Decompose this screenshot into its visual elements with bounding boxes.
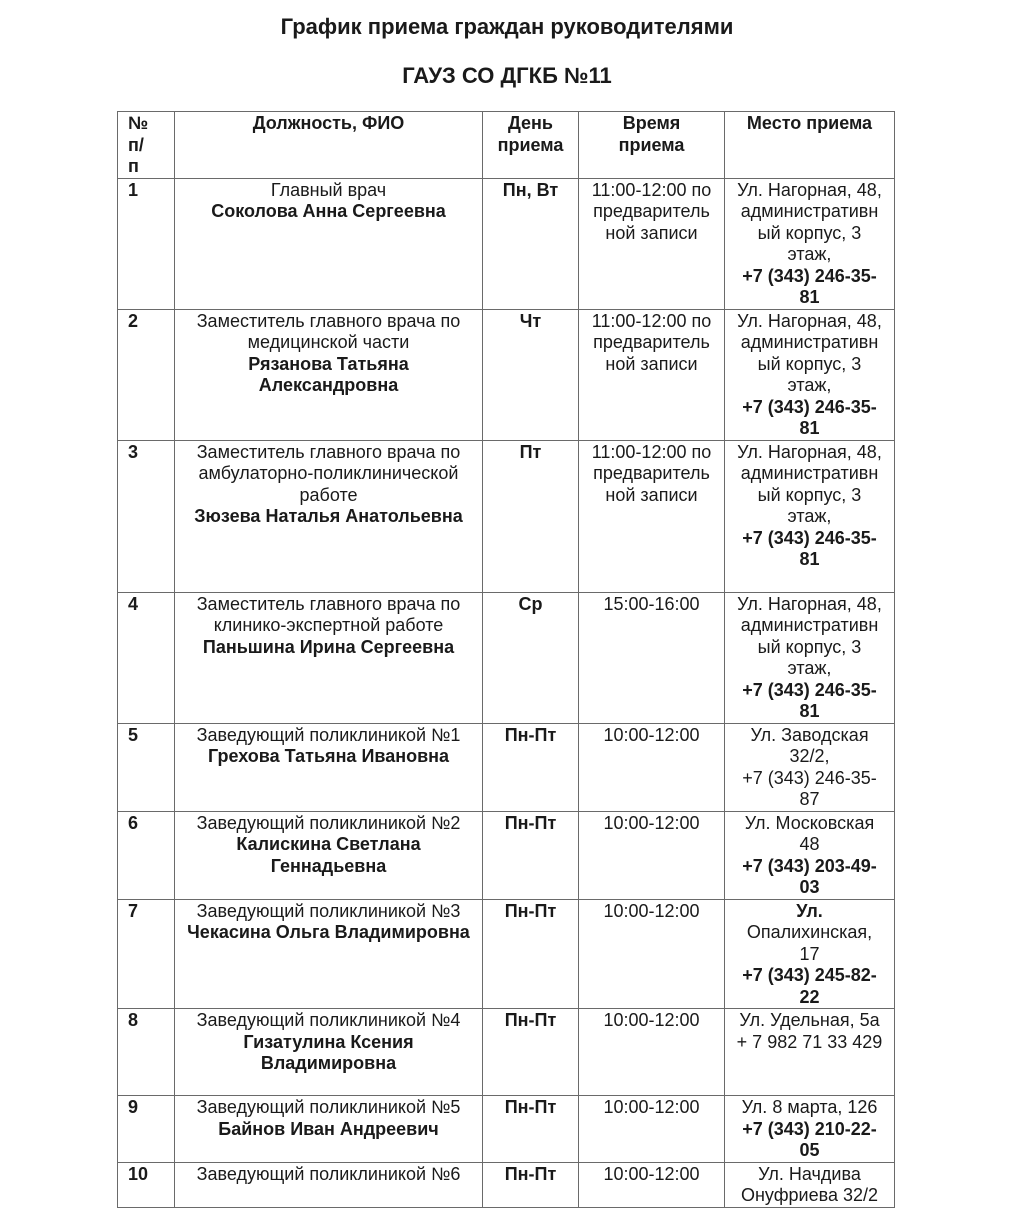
reception-place-cell — [725, 899, 895, 1009]
address-line: + 7 982 71 33 429 — [736, 1031, 883, 1052]
reception-time-cell — [579, 1096, 725, 1163]
row-number: 8 — [118, 1009, 175, 1096]
reception-place-cell — [725, 811, 895, 899]
reception-time-cell — [579, 723, 725, 811]
person-name-line: Паньшина Ирина Сергеевна — [202, 636, 455, 657]
address-line: +7 (343) 246-35- — [742, 767, 877, 788]
reception-time-line: предваритель — [593, 463, 710, 483]
reception-time-line: 10:00-12:00 — [603, 724, 700, 745]
reception-place-cell — [725, 440, 895, 592]
phone-line: +7 (343) 210-22- — [742, 1118, 877, 1139]
row-number: 3 — [118, 440, 175, 592]
address-line: ый корпус, 3 — [757, 636, 862, 657]
address-line: административн — [740, 615, 879, 635]
row-number: 2 — [118, 309, 175, 440]
person-name-line: Гизатулина Ксения — [243, 1031, 414, 1052]
reception-day: Ср — [483, 592, 579, 723]
person-name-line: Александровна — [258, 375, 399, 395]
header-num-line: № — [128, 113, 149, 133]
reception-time-line: 11:00-12:00 по — [591, 441, 712, 462]
reception-day: Пн-Пт — [483, 1009, 579, 1096]
row-number: 9 — [118, 1096, 175, 1163]
reception-time-line: предваритель — [593, 201, 710, 221]
phone-line: 05 — [799, 1140, 820, 1160]
table-row — [118, 899, 895, 1009]
address-line: ый корпус, 3 — [757, 353, 862, 374]
address-line: Ул. Нагорная, 48, — [737, 593, 882, 614]
reception-time-line: 10:00-12:00 — [603, 1097, 700, 1117]
reception-time-line: 10:00-12:00 — [603, 1010, 700, 1030]
reception-time-cell — [579, 440, 725, 592]
position-line: медицинской части — [247, 332, 410, 352]
reception-time-line: 11:00-12:00 по — [591, 179, 712, 200]
row-number: 7 — [118, 899, 175, 1009]
address-line: этаж, — [787, 506, 832, 526]
address-line: ый корпус, 3 — [757, 222, 862, 243]
phone-line: +7 (343) 246-35- — [742, 679, 877, 700]
header-day — [483, 112, 579, 179]
address-line: Ул. Московская — [744, 812, 875, 833]
position-line: Заместитель главного врача по — [196, 441, 461, 462]
reception-time-cell — [579, 592, 725, 723]
reception-place-cell — [725, 309, 895, 440]
position-name-cell — [175, 178, 483, 309]
position-line: клинико-экспертной работе — [213, 615, 444, 635]
reception-time-line: 10:00-12:00 — [603, 812, 700, 833]
address-line: 48 — [799, 834, 820, 854]
position-line: Главный врач — [270, 179, 387, 200]
reception-time-cell — [579, 1009, 725, 1096]
reception-time-line: 10:00-12:00 — [603, 900, 700, 921]
reception-time-line: 15:00-16:00 — [603, 593, 700, 614]
address-line: административн — [740, 463, 879, 483]
phone-line: +7 (343) 246-35- — [742, 396, 877, 417]
table-row — [118, 592, 895, 723]
address-line: Онуфриева 32/2 — [740, 1185, 879, 1205]
reception-time-line: 11:00-12:00 по — [591, 310, 712, 331]
address-line: административн — [740, 332, 879, 352]
row-number: 5 — [118, 723, 175, 811]
table-row — [118, 1096, 895, 1163]
address-line: Опалихинская, — [746, 922, 873, 942]
address-line: этаж, — [787, 658, 832, 678]
schedule-table-body — [118, 112, 895, 1208]
phone-line: +7 (343) 246-35- — [742, 265, 877, 286]
address-line: Ул. Нагорная, 48, — [737, 441, 882, 462]
row-number: 4 — [118, 592, 175, 723]
address-line: 17 — [799, 943, 820, 964]
phone-line: +7 (343) 246-35- — [742, 527, 877, 548]
reception-time-cell — [579, 811, 725, 899]
reception-time-line: ной записи — [605, 484, 698, 505]
header-time — [579, 112, 725, 179]
reception-time-line: 10:00-12:00 — [603, 1163, 700, 1184]
phone-line: +7 (343) 203-49- — [742, 855, 877, 876]
address-line: 32/2, — [789, 746, 830, 766]
person-name-line: Грехова Татьяна Ивановна — [207, 746, 450, 766]
document-title: График приема граждан руководителями — [280, 14, 734, 39]
address-line: Ул. Нагорная, 48, — [737, 179, 882, 200]
reception-day: Пн, Вт — [483, 178, 579, 309]
person-name-line: Калискина Светлана — [236, 834, 421, 854]
reception-day: Пн-Пт — [483, 723, 579, 811]
reception-time-line: ной записи — [605, 353, 698, 374]
address-line: этаж, — [787, 375, 832, 395]
reception-time-cell — [579, 309, 725, 440]
position-name-cell — [175, 1009, 483, 1096]
reception-day: Пн-Пт — [483, 1162, 579, 1207]
reception-time-cell — [579, 1162, 725, 1207]
reception-day: Пн-Пт — [483, 899, 579, 1009]
reception-place-cell — [725, 1162, 895, 1207]
position-line: Заведующий поликлиникой №1 — [196, 724, 461, 745]
position-line: Заведующий поликлиникой №6 — [196, 1163, 461, 1184]
person-name-line: Зюзева Наталья Анатольевна — [194, 506, 463, 526]
reception-place-cell — [725, 1096, 895, 1163]
position-line: Заведующий поликлиникой №3 — [196, 900, 461, 921]
header-num-line: п — [128, 156, 139, 176]
person-name-line: Геннадьевна — [270, 855, 387, 876]
phone-line: +7 (343) 245-82- — [742, 965, 877, 985]
person-name-line: Рязанова Татьяна — [248, 353, 409, 374]
person-name-line: Соколова Анна Сергеевна — [211, 201, 446, 221]
address-line: Ул. Заводская — [750, 724, 869, 745]
reception-place-cell — [725, 1009, 895, 1096]
header-time-line: Время — [622, 113, 681, 133]
schedule-table — [117, 111, 895, 1208]
row-number: 1 — [118, 178, 175, 309]
position-name-cell — [175, 1162, 483, 1207]
reception-day: Пт — [483, 440, 579, 592]
position-line: Заведующий поликлиникой №5 — [196, 1097, 461, 1117]
table-row — [118, 309, 895, 440]
row-number: 10 — [118, 1162, 175, 1207]
address-line: Ул. Начдива — [758, 1163, 861, 1184]
position-name-cell — [175, 592, 483, 723]
position-name-cell — [175, 723, 483, 811]
header-num-line: п/ — [128, 134, 144, 155]
table-row — [118, 811, 895, 899]
header-time-line: приема — [618, 134, 685, 155]
position-line: Заведующий поликлиникой №2 — [196, 812, 461, 833]
person-name-line: Байнов Иван Андреевич — [218, 1118, 439, 1139]
table-row — [118, 1162, 895, 1207]
position-name-cell — [175, 1096, 483, 1163]
address-line: Ул. 8 марта, 126 — [741, 1097, 878, 1117]
position-name-cell — [175, 899, 483, 1009]
reception-time-line: ной записи — [605, 222, 698, 243]
position-line: Заместитель главного врача по — [196, 310, 461, 331]
header-num — [118, 112, 175, 179]
table-row — [118, 723, 895, 811]
phone-line: 81 — [799, 549, 820, 569]
person-name-line: Владимировна — [260, 1053, 397, 1073]
address-line: 87 — [799, 789, 820, 809]
position-line: Заведующий поликлиникой №4 — [196, 1010, 461, 1030]
row-number: 6 — [118, 811, 175, 899]
reception-place-cell — [725, 592, 895, 723]
reception-day: Пн-Пт — [483, 811, 579, 899]
position-name-cell — [175, 309, 483, 440]
table-row — [118, 178, 895, 309]
table-row — [118, 440, 895, 592]
address-line: административн — [740, 201, 879, 221]
table-row — [118, 1009, 895, 1096]
address-line: этаж, — [787, 244, 832, 264]
reception-place-cell — [725, 723, 895, 811]
header-day-line: приема — [497, 134, 564, 155]
position-line: работе — [299, 484, 358, 505]
address-line: Ул. — [796, 900, 823, 921]
phone-line: 81 — [799, 418, 820, 438]
position-line: амбулаторно-поликлинической — [198, 463, 459, 483]
position-name-cell — [175, 440, 483, 592]
phone-line: 22 — [799, 986, 820, 1007]
phone-line: 81 — [799, 701, 820, 721]
reception-day: Чт — [483, 309, 579, 440]
reception-day: Пн-Пт — [483, 1096, 579, 1163]
position-name-cell — [175, 811, 483, 899]
phone-line: 03 — [799, 877, 820, 897]
reception-time-line: предваритель — [593, 332, 710, 352]
header-row — [118, 112, 895, 179]
document-subtitle: ГАУЗ СО ДГКБ №11 — [402, 63, 612, 88]
reception-place-cell — [725, 178, 895, 309]
reception-time-cell — [579, 899, 725, 1009]
phone-line: 81 — [799, 287, 820, 307]
header-position-name: Должность, ФИО — [175, 112, 483, 179]
address-line: Ул. Удельная, 5а — [739, 1010, 880, 1030]
position-line: Заместитель главного врача по — [196, 593, 461, 614]
header-place: Место приема — [725, 112, 895, 179]
address-line: ый корпус, 3 — [757, 484, 862, 505]
reception-time-cell — [579, 178, 725, 309]
address-line: Ул. Нагорная, 48, — [737, 310, 882, 331]
header-day-line: День — [508, 113, 553, 133]
person-name-line: Чекасина Ольга Владимировна — [187, 922, 470, 942]
